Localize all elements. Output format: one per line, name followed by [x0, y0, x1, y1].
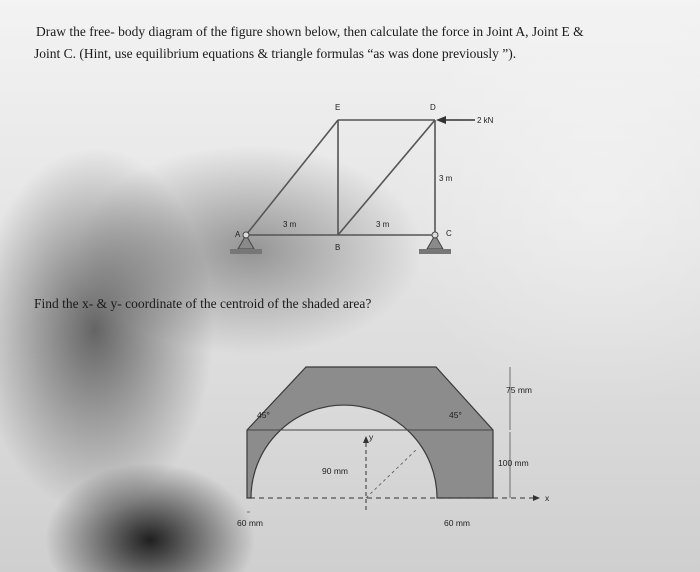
problem2-question: Find the x- & y- coordinate of the centroid of the shaded area?: [34, 296, 372, 311]
dimension-100mm: 100 mm: [498, 458, 529, 468]
problem1-line2: Joint C. (Hint, use equilibrium equations & triangle formulas “as was done previously ”).: [34, 46, 517, 61]
radius-line: [366, 448, 418, 498]
load-arrow: [436, 116, 475, 124]
load-label: 2 kN: [477, 116, 494, 125]
shaded-area-figure: [247, 367, 540, 512]
joint-label-A: A: [235, 230, 241, 239]
joint-label-C: C: [446, 229, 452, 238]
dimension-75mm: 75 mm: [506, 385, 532, 395]
dimension-height: 3 m: [439, 174, 453, 183]
axis-x-label: x: [545, 493, 550, 503]
angle-right-label: 45°: [449, 410, 462, 420]
joint-label-D: D: [430, 103, 436, 112]
radius-label: 90 mm: [322, 466, 348, 476]
dimension-60mm-left: 60 mm: [237, 518, 263, 528]
angle-left-label: 45°: [257, 410, 270, 420]
member-BD: [338, 120, 435, 235]
problem1-line1: Draw the free- body diagram of the figure shown below, then calculate the force in Joint A, Joint E &: [36, 24, 584, 39]
joint-label-E: E: [335, 103, 341, 112]
member-AE: [246, 120, 338, 235]
axis-y-label: y: [369, 432, 374, 442]
joint-label-B: B: [335, 243, 341, 252]
dimension-right-span: 3 m: [376, 220, 390, 229]
dimension-left-span: 3 m: [283, 220, 297, 229]
dimension-60mm-right: 60 mm: [444, 518, 470, 528]
truss-diagram: [246, 120, 435, 235]
